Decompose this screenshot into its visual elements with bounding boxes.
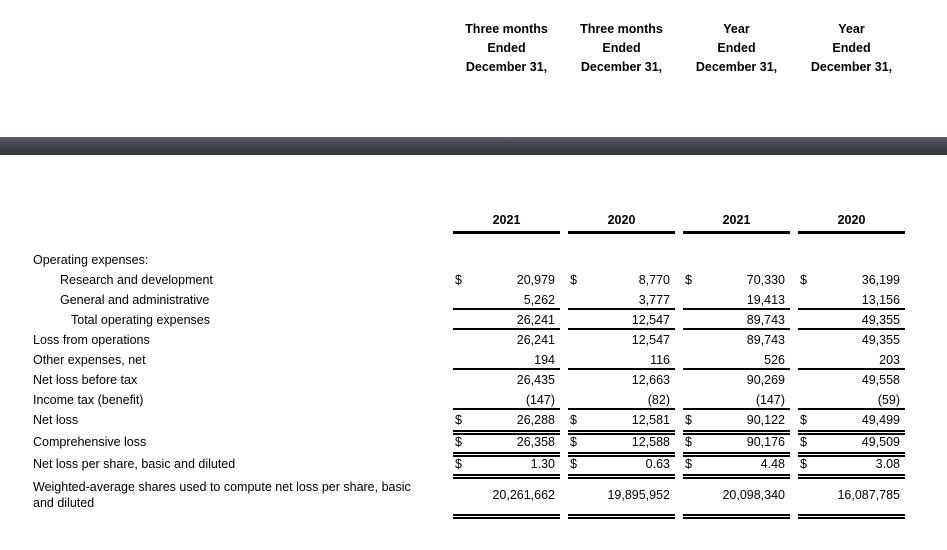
table-row xyxy=(33,330,913,350)
cell-value: 4.48 xyxy=(760,457,785,471)
row-label: Net loss before tax xyxy=(33,373,138,387)
value-cell xyxy=(683,370,790,390)
value-cell xyxy=(568,250,675,270)
value-cell xyxy=(683,432,790,454)
cell-value: 19,895,952 xyxy=(607,488,670,502)
value-cell xyxy=(568,330,675,350)
statement-rows xyxy=(33,250,913,516)
cell-value: 20,098,340 xyxy=(722,488,785,502)
row-label: Loss from operations xyxy=(33,333,150,347)
cell-value: (147) xyxy=(755,393,785,407)
value-cell xyxy=(453,250,560,270)
value-cell xyxy=(568,390,675,410)
dollar-sign: $ xyxy=(800,273,807,287)
period-header-4 xyxy=(798,20,905,77)
value-cell xyxy=(683,290,790,310)
cell-value: 526 xyxy=(764,353,785,367)
dollar-sign: $ xyxy=(455,413,462,427)
value-cell xyxy=(453,390,560,410)
cell-value: 3,777 xyxy=(638,293,670,307)
period-header-line: December 31, xyxy=(580,60,663,74)
row-label: Net loss per share, basic and diluted xyxy=(33,457,236,471)
value-cell xyxy=(568,270,675,290)
cell-value: 8,770 xyxy=(638,273,670,287)
value-cell xyxy=(683,270,790,290)
value-cell xyxy=(453,370,560,390)
cell-value: 36,199 xyxy=(861,273,900,287)
year-header-1: 2021 xyxy=(453,212,560,234)
period-header-line: December 31, xyxy=(465,60,548,74)
value-cell xyxy=(683,476,790,516)
cell-value: 3.08 xyxy=(875,457,900,471)
value-cell xyxy=(453,432,560,454)
value-cell xyxy=(683,250,790,270)
value-cell xyxy=(568,432,675,454)
dollar-sign: $ xyxy=(570,435,577,449)
period-header-1 xyxy=(453,20,560,77)
value-cell xyxy=(798,390,905,410)
period-header-line: Ended xyxy=(602,41,641,55)
row-label: Operating expenses: xyxy=(33,253,149,267)
period-header-line: Ended xyxy=(717,41,756,55)
dollar-sign: $ xyxy=(455,457,462,471)
period-header-line: Three months xyxy=(580,22,663,36)
row-label: General and administrative xyxy=(60,293,210,307)
value-cell xyxy=(568,350,675,370)
period-header-line: Year xyxy=(838,22,865,36)
dollar-sign: $ xyxy=(570,457,577,471)
cell-value: 89,743 xyxy=(746,313,785,327)
cell-value: 90,122 xyxy=(746,413,785,427)
cell-value: 1.30 xyxy=(530,457,555,471)
dollar-sign: $ xyxy=(685,435,692,449)
cell-value: 20,979 xyxy=(516,273,555,287)
cell-value: 16,087,785 xyxy=(837,488,900,502)
dollar-sign: $ xyxy=(685,457,692,471)
cell-value: 26,435 xyxy=(516,373,555,387)
value-cell xyxy=(798,270,905,290)
period-header-2 xyxy=(568,20,675,77)
dollar-sign: $ xyxy=(685,273,692,287)
cell-value: 90,269 xyxy=(746,373,785,387)
row-label: Other expenses, net xyxy=(33,353,146,367)
value-cell xyxy=(568,290,675,310)
cell-value: 19,413 xyxy=(746,293,785,307)
period-header-line: Year xyxy=(723,22,750,36)
value-cell xyxy=(453,350,560,370)
cell-value: 0.63 xyxy=(645,457,670,471)
value-cell xyxy=(453,330,560,350)
cell-value: 5,262 xyxy=(523,293,555,307)
cell-value: 12,547 xyxy=(631,313,670,327)
period-header-3 xyxy=(683,20,790,77)
cell-value: 49,509 xyxy=(861,435,900,449)
cell-value: 116 xyxy=(650,353,670,367)
value-cell xyxy=(453,454,560,476)
cell-value: 49,499 xyxy=(861,413,900,427)
dollar-sign: $ xyxy=(685,413,692,427)
cell-value: 89,743 xyxy=(746,333,785,347)
cell-value: 13,156 xyxy=(861,293,900,307)
period-header-line: Three months xyxy=(465,22,548,36)
cell-value: 203 xyxy=(879,353,900,367)
cell-value: 20,261,662 xyxy=(492,488,555,502)
dollar-sign: $ xyxy=(800,435,807,449)
year-header-3: 2021 xyxy=(683,212,790,234)
cell-value: 70,330 xyxy=(746,273,785,287)
row-label: Net loss xyxy=(33,413,79,427)
cell-value: 49,355 xyxy=(861,313,900,327)
value-cell xyxy=(568,410,675,432)
section-divider-bar xyxy=(0,137,947,155)
period-header-line: December 31, xyxy=(810,60,893,74)
table-row xyxy=(33,370,913,390)
cell-value: (82) xyxy=(647,393,670,407)
row-label: Income tax (benefit) xyxy=(33,393,144,407)
row-label: Total operating expenses xyxy=(71,313,210,327)
value-cell xyxy=(798,410,905,432)
dollar-sign: $ xyxy=(570,413,577,427)
table-row xyxy=(33,410,913,432)
period-header-line: December 31, xyxy=(695,60,778,74)
period-header-line: Ended xyxy=(832,41,871,55)
value-cell xyxy=(683,390,790,410)
cell-value: 26,358 xyxy=(516,435,555,449)
value-cell xyxy=(798,350,905,370)
value-cell xyxy=(453,270,560,290)
cell-value: (147) xyxy=(525,393,555,407)
row-label: Research and development xyxy=(60,273,213,287)
row-label: Weighted-average shares used to compute net loss per share, basic and diluted xyxy=(33,480,411,510)
value-cell xyxy=(683,454,790,476)
cell-value: 12,588 xyxy=(631,435,670,449)
period-header-line: Ended xyxy=(487,41,526,55)
value-cell xyxy=(568,370,675,390)
value-cell xyxy=(798,432,905,454)
table-row xyxy=(33,270,913,290)
table-row xyxy=(33,390,913,410)
dollar-sign: $ xyxy=(455,273,462,287)
value-cell xyxy=(798,476,905,516)
value-cell xyxy=(798,310,905,330)
row-label: Comprehensive loss xyxy=(33,435,147,449)
value-cell xyxy=(568,476,675,516)
value-cell xyxy=(453,290,560,310)
table-row xyxy=(33,310,913,330)
cell-value: 12,663 xyxy=(631,373,670,387)
table-row xyxy=(33,350,913,370)
dollar-sign: $ xyxy=(455,435,462,449)
year-headers xyxy=(453,212,913,234)
value-cell xyxy=(683,310,790,330)
value-cell xyxy=(453,310,560,330)
value-cell xyxy=(798,290,905,310)
cell-value: 49,558 xyxy=(861,373,900,387)
cell-value: 26,241 xyxy=(516,333,555,347)
value-cell xyxy=(798,250,905,270)
value-cell xyxy=(798,370,905,390)
table-row xyxy=(33,250,913,270)
year-header-2: 2020 xyxy=(568,212,675,234)
year-header-4: 2020 xyxy=(798,212,905,234)
cell-value: 12,581 xyxy=(631,413,670,427)
cell-value: 49,355 xyxy=(861,333,900,347)
value-cell xyxy=(453,476,560,516)
value-cell xyxy=(568,310,675,330)
value-cell xyxy=(798,454,905,476)
cell-value: (59) xyxy=(877,393,900,407)
table-row xyxy=(33,476,913,516)
value-cell xyxy=(568,454,675,476)
period-headers xyxy=(453,20,913,77)
cell-value: 26,288 xyxy=(516,413,555,427)
value-cell xyxy=(453,410,560,432)
cell-value: 194 xyxy=(534,353,555,367)
cell-value: 26,241 xyxy=(516,313,555,327)
table-row xyxy=(33,432,913,454)
table-row xyxy=(33,290,913,310)
dollar-sign: $ xyxy=(800,413,807,427)
table-row xyxy=(33,454,913,476)
dollar-sign: $ xyxy=(570,273,577,287)
value-cell xyxy=(683,410,790,432)
value-cell xyxy=(683,350,790,370)
dollar-sign: $ xyxy=(800,457,807,471)
value-cell xyxy=(798,330,905,350)
cell-value: 90,176 xyxy=(746,435,785,449)
value-cell xyxy=(683,330,790,350)
cell-value: 12,547 xyxy=(631,333,670,347)
